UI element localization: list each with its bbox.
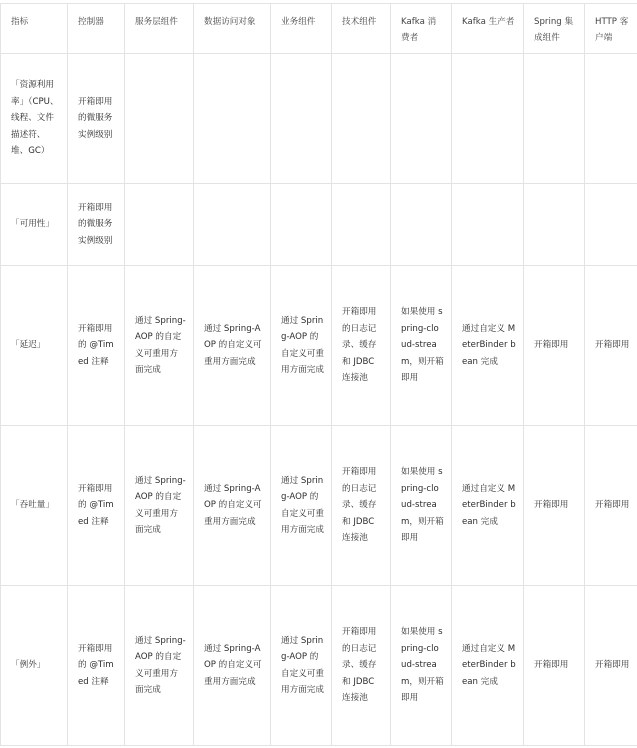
- table-cell: 开箱即用: [585, 266, 637, 426]
- table-cell: 通过 Spring-AOP 的自定义可重用方面完成: [194, 266, 271, 426]
- table-cell: [585, 184, 637, 266]
- table-cell: [271, 54, 332, 184]
- metrics-table: [0, 3, 637, 746]
- table-cell: 开箱即用的 @Timed 注释: [68, 426, 125, 586]
- table-cell: 开箱即用的日志记录、缓存和 JDBC 连接池: [332, 586, 391, 746]
- table-cell: 开箱即用的 @Timed 注释: [68, 586, 125, 746]
- header-cell: 指标: [1, 4, 68, 54]
- table-cell: 通过自定义 MeterBinder bean 完成: [452, 426, 524, 586]
- table-cell: 「可用性」: [1, 184, 68, 266]
- table-cell: 通过 Spring-AOP 的自定义可重用方面完成: [271, 266, 332, 426]
- table-cell: 通过 Spring-AOP 的自定义可重用方面完成: [271, 426, 332, 586]
- table-cell: [332, 184, 391, 266]
- table-cell: 开箱即用: [585, 586, 637, 746]
- table-cell: 通过自定义 MeterBinder bean 完成: [452, 266, 524, 426]
- table-cell: 开箱即用: [585, 426, 637, 586]
- table-row: [1, 54, 637, 184]
- table-cell: [391, 184, 452, 266]
- header-cell: 技术组件: [332, 4, 391, 54]
- table-cell: 通过 Spring-AOP 的自定义可重用方面完成: [194, 426, 271, 586]
- table-cell: 开箱即用的 @Timed 注释: [68, 266, 125, 426]
- table-cell: [391, 54, 452, 184]
- table-cell: [271, 184, 332, 266]
- table-cell: [452, 184, 524, 266]
- table-cell: 「吞吐量」: [1, 426, 68, 586]
- header-cell: 控制器: [68, 4, 125, 54]
- table-cell: 开箱即用: [524, 426, 585, 586]
- header-cell: Kafka 消费者: [391, 4, 452, 54]
- table-cell: [524, 184, 585, 266]
- table-header-row: [1, 4, 637, 54]
- table-cell: 如果使用 spring-cloud-stream，则开箱即用: [391, 586, 452, 746]
- table-cell: [125, 54, 194, 184]
- table-cell: 通过 Spring-AOP 的自定义可重用方面完成: [125, 426, 194, 586]
- table-cell: 开箱即用: [524, 586, 585, 746]
- header-cell: Kafka 生产者: [452, 4, 524, 54]
- table-cell: 通过 Spring-AOP 的自定义可重用方面完成: [125, 266, 194, 426]
- table-cell: 开箱即用的微服务实例级别: [68, 54, 125, 184]
- header-cell: 业务组件: [271, 4, 332, 54]
- table-cell: [585, 54, 637, 184]
- table-cell: 开箱即用的日志记录、缓存和 JDBC 连接池: [332, 426, 391, 586]
- table-cell: [194, 54, 271, 184]
- table-cell: 「资源利用率」（CPU、线程、文件描述符、堆、GC）: [1, 54, 68, 184]
- table-cell: 「例外」: [1, 586, 68, 746]
- header-cell: 数据访问对象: [194, 4, 271, 54]
- table-cell: 如果使用 spring-cloud-stream，则开箱即用: [391, 266, 452, 426]
- table-row: [1, 426, 637, 586]
- header-cell: Spring 集成组件: [524, 4, 585, 54]
- table-cell: 开箱即用的日志记录、缓存和 JDBC 连接池: [332, 266, 391, 426]
- table-cell: [125, 184, 194, 266]
- header-cell: HTTP 客户端: [585, 4, 637, 54]
- table-cell: 开箱即用的微服务实例级别: [68, 184, 125, 266]
- table-cell: 开箱即用: [524, 266, 585, 426]
- table-row: [1, 184, 637, 266]
- table-row: [1, 266, 637, 426]
- table-cell: 通过 Spring-AOP 的自定义可重用方面完成: [125, 586, 194, 746]
- table-row: [1, 586, 637, 746]
- table-cell: 通过自定义 MeterBinder bean 完成: [452, 586, 524, 746]
- table-cell: [452, 54, 524, 184]
- table-cell: 「延迟」: [1, 266, 68, 426]
- header-cell: 服务层组件: [125, 4, 194, 54]
- table-cell: [524, 54, 585, 184]
- table-cell: 通过 Spring-AOP 的自定义可重用方面完成: [194, 586, 271, 746]
- table-cell: 如果使用 spring-cloud-stream，则开箱即用: [391, 426, 452, 586]
- table-cell: [194, 184, 271, 266]
- table-cell: [332, 54, 391, 184]
- table-cell: 通过 Spring-AOP 的自定义可重用方面完成: [271, 586, 332, 746]
